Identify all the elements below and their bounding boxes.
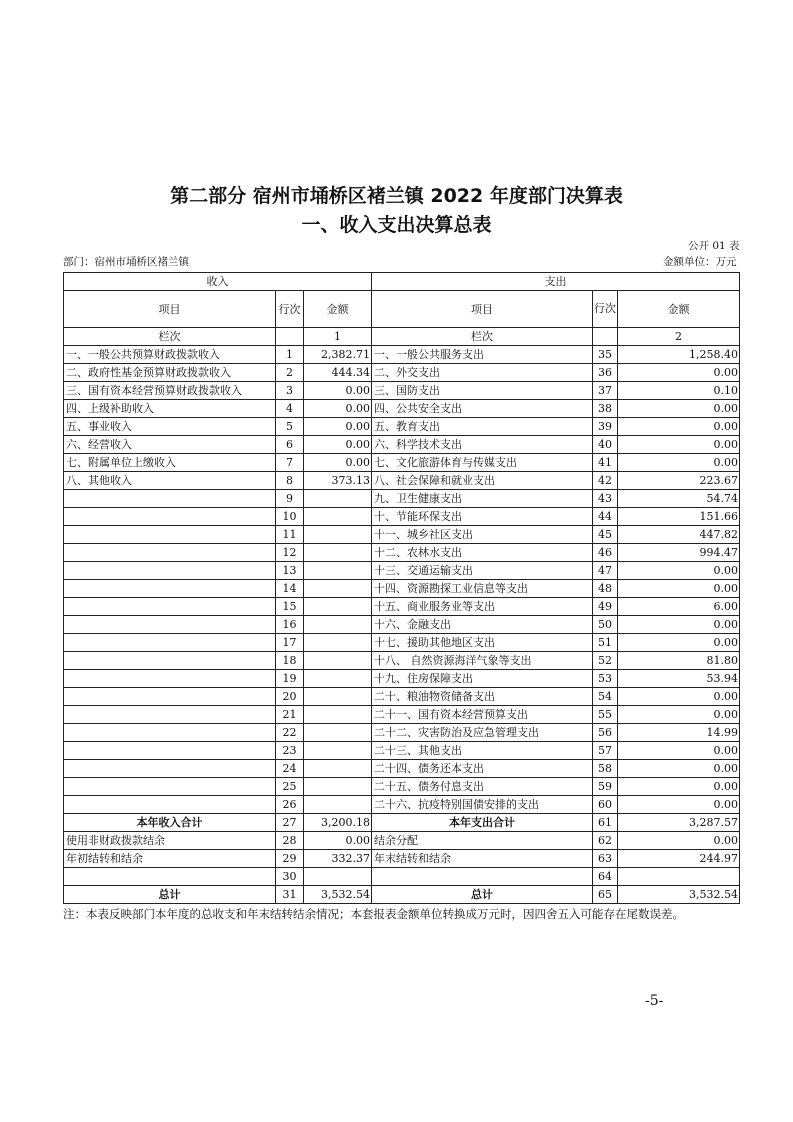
income-item-cell	[64, 580, 276, 598]
income-amount-cell	[304, 688, 372, 706]
table-row	[64, 616, 740, 634]
column-index-row	[64, 328, 740, 346]
table-row	[64, 472, 740, 490]
income-line-cell: 11	[276, 526, 304, 544]
table-row	[64, 400, 740, 418]
expense-item-cell: 十九、住房保障支出	[372, 670, 593, 688]
expense-item-cell: 总计	[372, 886, 593, 904]
expense-line-cell: 43	[593, 490, 618, 508]
expense-amount-cell: 0.00	[618, 760, 740, 778]
expense-amount-cell: 0.00	[618, 778, 740, 796]
form-code: 公开 01 表	[688, 240, 740, 252]
income-item-cell	[64, 796, 276, 814]
expense-item-cell: 二十三、其他支出	[372, 742, 593, 760]
table-row	[64, 670, 740, 688]
expense-line-cell: 60	[593, 796, 618, 814]
income-item-cell	[64, 670, 276, 688]
table-row	[64, 724, 740, 742]
income-line-cell: 14	[276, 580, 304, 598]
expense-line-cell: 42	[593, 472, 618, 490]
expense-amount-cell: 0.00	[618, 634, 740, 652]
table-row	[64, 778, 740, 796]
expense-line-cell: 53	[593, 670, 618, 688]
expense-amount-cell: 0.00	[618, 742, 740, 760]
income-amount-cell	[304, 616, 372, 634]
expense-line-cell: 49	[593, 598, 618, 616]
income-line-cell: 31	[276, 886, 304, 904]
table-row	[64, 832, 740, 850]
income-item-cell: 五、事业收入	[64, 418, 276, 436]
expense-line-cell: 56	[593, 724, 618, 742]
income-line-cell: 30	[276, 868, 304, 886]
expense-line-cell: 55	[593, 706, 618, 724]
expense-item-cell: 十四、资源勘探工业信息等支出	[372, 580, 593, 598]
table-row	[64, 742, 740, 760]
income-amount-cell	[304, 580, 372, 598]
income-line-cell: 28	[276, 832, 304, 850]
expense-line-cell: 36	[593, 364, 618, 382]
expense-amount-cell: 0.00	[618, 706, 740, 724]
income-amount-cell	[304, 526, 372, 544]
expense-amount-cell: 0.00	[618, 562, 740, 580]
expense-item-cell: 五、教育支出	[372, 418, 593, 436]
expense-line-cell: 62	[593, 832, 618, 850]
income-item-cell: 一、一般公共预算财政拨款收入	[64, 346, 276, 364]
expense-amount-cell: 244.97	[618, 850, 740, 868]
table-row	[64, 850, 740, 868]
expense-item-cell: 十一、城乡社区支出	[372, 526, 593, 544]
income-amount-cell	[304, 742, 372, 760]
table-row	[64, 652, 740, 670]
table-row	[64, 490, 740, 508]
expense-line-cell: 40	[593, 436, 618, 454]
expense-item-cell: 四、公共安全支出	[372, 400, 593, 418]
unit-label: 金额单位：万元	[663, 256, 737, 268]
income-line-cell: 16	[276, 616, 304, 634]
expense-amount-cell: 81.80	[618, 652, 740, 670]
income-line-cell: 10	[276, 508, 304, 526]
expense-amount-cell: 0.00	[618, 400, 740, 418]
income-line-cell: 25	[276, 778, 304, 796]
expense-line-cell: 58	[593, 760, 618, 778]
income-line-cell: 20	[276, 688, 304, 706]
table-row	[64, 508, 740, 526]
income-amount-cell	[304, 508, 372, 526]
document-title: 第二部分 宿州市埇桥区褚兰镇 2022 年度部门决算表	[170, 185, 623, 207]
income-amount-cell: 444.34	[304, 364, 372, 382]
income-item-cell: 使用非财政拨款结余	[64, 832, 276, 850]
income-line-cell: 13	[276, 562, 304, 580]
income-amount-cell: 0.00	[304, 418, 372, 436]
expense-line-cell: 37	[593, 382, 618, 400]
expense-line-cell: 63	[593, 850, 618, 868]
expense-item-cell: 二十四、债务还本支出	[372, 760, 593, 778]
table-row	[64, 814, 740, 832]
expense-item-cell: 七、文化旅游体育与传媒支出	[372, 454, 593, 472]
expense-line-cell: 45	[593, 526, 618, 544]
income-item-cell	[64, 616, 276, 634]
income-amount-cell	[304, 778, 372, 796]
table-row	[64, 454, 740, 472]
expense-column-label: 栏次	[372, 328, 593, 346]
income-item-cell	[64, 544, 276, 562]
income-line-cell: 1	[276, 346, 304, 364]
expense-amount-cell: 447.82	[618, 526, 740, 544]
expense-item-cell: 二十一、国有资本经营预算支出	[372, 706, 593, 724]
income-amount-cell	[304, 490, 372, 508]
empty-cell	[276, 328, 304, 346]
income-item-cell: 四、上级补助收入	[64, 400, 276, 418]
expense-item-cell: 十、节能环保支出	[372, 508, 593, 526]
income-amount-cell	[304, 544, 372, 562]
income-item-cell	[64, 706, 276, 724]
income-item-cell	[64, 526, 276, 544]
expense-amount-cell: 54.74	[618, 490, 740, 508]
page-number: -5-	[645, 993, 664, 1009]
expense-item-cell: 六、科学技术支出	[372, 436, 593, 454]
income-item-cell: 三、国有资本经营预算财政拨款收入	[64, 382, 276, 400]
income-item-cell	[64, 868, 276, 886]
income-amount-header: 金额	[304, 291, 372, 328]
income-amount-cell: 0.00	[304, 454, 372, 472]
expense-amount-cell: 1,258.40	[618, 346, 740, 364]
table-row	[64, 562, 740, 580]
income-line-cell: 23	[276, 742, 304, 760]
income-item-cell	[64, 508, 276, 526]
expense-amount-cell: 223.67	[618, 472, 740, 490]
income-amount-cell	[304, 868, 372, 886]
expense-item-cell: 九、卫生健康支出	[372, 490, 593, 508]
income-line-cell: 8	[276, 472, 304, 490]
expense-amount-cell: 151.66	[618, 508, 740, 526]
expense-amount-cell: 994.47	[618, 544, 740, 562]
income-line-cell: 4	[276, 400, 304, 418]
income-column-label: 栏次	[64, 328, 276, 346]
income-expense-table	[63, 272, 740, 904]
table-row	[64, 364, 740, 382]
expense-amount-cell: 0.00	[618, 364, 740, 382]
income-item-cell	[64, 742, 276, 760]
expense-line-cell: 46	[593, 544, 618, 562]
income-amount-cell	[304, 562, 372, 580]
income-item-cell	[64, 652, 276, 670]
income-item-cell: 总计	[64, 886, 276, 904]
income-item-cell: 七、附属单位上缴收入	[64, 454, 276, 472]
expense-item-cell: 十七、援助其他地区支出	[372, 634, 593, 652]
income-line-cell: 7	[276, 454, 304, 472]
income-amount-cell	[304, 724, 372, 742]
income-amount-cell: 0.00	[304, 436, 372, 454]
expense-item-cell: 十二、农林水支出	[372, 544, 593, 562]
income-line-cell: 26	[276, 796, 304, 814]
expense-item-cell: 十三、交通运输支出	[372, 562, 593, 580]
income-line-cell: 15	[276, 598, 304, 616]
table-row	[64, 544, 740, 562]
income-amount-cell	[304, 670, 372, 688]
income-column-index: 1	[304, 328, 372, 346]
expense-item-cell: 二十、粮油物资储备支出	[372, 688, 593, 706]
expense-item-cell: 二十二、灾害防治及应急管理支出	[372, 724, 593, 742]
income-line-cell: 24	[276, 760, 304, 778]
income-line-cell: 9	[276, 490, 304, 508]
expense-item-cell: 本年支出合计	[372, 814, 593, 832]
income-item-cell	[64, 562, 276, 580]
table-row	[64, 346, 740, 364]
income-line-cell: 21	[276, 706, 304, 724]
income-line-cell: 18	[276, 652, 304, 670]
table-row	[64, 418, 740, 436]
empty-cell	[593, 328, 618, 346]
income-line-cell: 27	[276, 814, 304, 832]
income-item-cell: 年初结转和结余	[64, 850, 276, 868]
income-amount-cell: 0.00	[304, 400, 372, 418]
expense-amount-cell: 0.00	[618, 436, 740, 454]
expense-line-cell: 52	[593, 652, 618, 670]
expense-item-cell: 二十六、抗疫特别国债安排的支出	[372, 796, 593, 814]
expense-item-header: 项目	[372, 291, 593, 328]
expense-line-cell: 48	[593, 580, 618, 598]
income-line-cell: 19	[276, 670, 304, 688]
expense-item-cell: 结余分配	[372, 832, 593, 850]
expense-item-cell: 三、国防支出	[372, 382, 593, 400]
income-amount-cell: 3,532.54	[304, 886, 372, 904]
income-amount-cell: 0.00	[304, 382, 372, 400]
expense-item-cell: 年末结转和结余	[372, 850, 593, 868]
expense-amount-cell: 3,287.57	[618, 814, 740, 832]
table-row	[64, 796, 740, 814]
table-row	[64, 580, 740, 598]
income-line-cell: 22	[276, 724, 304, 742]
expense-amount-cell: 3,532.54	[618, 886, 740, 904]
expense-header: 支出	[372, 273, 740, 291]
expense-amount-cell: 0.00	[618, 688, 740, 706]
expense-amount-cell: 0.00	[618, 418, 740, 436]
income-item-cell	[64, 688, 276, 706]
expense-amount-cell: 14.99	[618, 724, 740, 742]
expense-column-index: 2	[618, 328, 740, 346]
expense-line-cell: 59	[593, 778, 618, 796]
income-line-cell: 2	[276, 364, 304, 382]
income-amount-cell	[304, 598, 372, 616]
expense-amount-cell	[618, 868, 740, 886]
expense-item-cell: 二、外交支出	[372, 364, 593, 382]
expense-line-cell: 39	[593, 418, 618, 436]
income-amount-cell: 332.37	[304, 850, 372, 868]
income-item-cell	[64, 778, 276, 796]
expense-item-cell: 十八、 自然资源海洋气象等支出	[372, 652, 593, 670]
income-item-cell: 八、其他收入	[64, 472, 276, 490]
expense-amount-cell: 0.00	[618, 796, 740, 814]
expense-line-cell: 64	[593, 868, 618, 886]
table-title: 一、收入支出决算总表	[301, 214, 492, 236]
table-row	[64, 688, 740, 706]
income-item-cell: 六、经营收入	[64, 436, 276, 454]
income-item-cell	[64, 724, 276, 742]
expense-amount-cell: 0.10	[618, 382, 740, 400]
income-header: 收入	[64, 273, 372, 291]
table-row	[64, 598, 740, 616]
expense-line-cell: 61	[593, 814, 618, 832]
income-item-cell	[64, 598, 276, 616]
section-header-row	[64, 273, 740, 291]
income-amount-cell: 3,200.18	[304, 814, 372, 832]
expense-line-cell: 41	[593, 454, 618, 472]
income-line-cell: 5	[276, 418, 304, 436]
income-item-cell: 二、政府性基金预算财政拨款收入	[64, 364, 276, 382]
table-row	[64, 868, 740, 886]
expense-line-cell: 65	[593, 886, 618, 904]
income-item-cell	[64, 490, 276, 508]
income-line-header: 行次	[276, 291, 304, 328]
income-line-cell: 6	[276, 436, 304, 454]
expense-line-cell: 57	[593, 742, 618, 760]
expense-amount-header: 金额	[618, 291, 740, 328]
expense-item-cell: 二十五、债务付息支出	[372, 778, 593, 796]
expense-amount-cell: 0.00	[618, 832, 740, 850]
expense-amount-cell: 0.00	[618, 580, 740, 598]
income-amount-cell: 373.13	[304, 472, 372, 490]
expense-item-cell: 八、社会保障和就业支出	[372, 472, 593, 490]
expense-line-cell: 35	[593, 346, 618, 364]
expense-amount-cell: 6.00	[618, 598, 740, 616]
table-row	[64, 436, 740, 454]
table-row	[64, 634, 740, 652]
income-amount-cell	[304, 796, 372, 814]
income-line-cell: 12	[276, 544, 304, 562]
income-line-cell: 29	[276, 850, 304, 868]
income-amount-cell: 2,382.71	[304, 346, 372, 364]
expense-line-cell: 54	[593, 688, 618, 706]
income-amount-cell	[304, 760, 372, 778]
income-item-header: 项目	[64, 291, 276, 328]
expense-amount-cell: 53.94	[618, 670, 740, 688]
department-label: 部门：宿州市埇桥区褚兰镇	[63, 256, 189, 268]
income-amount-cell	[304, 652, 372, 670]
table-row	[64, 526, 740, 544]
expense-amount-cell: 0.00	[618, 616, 740, 634]
income-line-cell: 3	[276, 382, 304, 400]
table-row	[64, 760, 740, 778]
column-header-row	[64, 291, 740, 328]
expense-line-header: 行次	[593, 291, 618, 328]
income-line-cell: 17	[276, 634, 304, 652]
expense-item-cell	[372, 868, 593, 886]
income-amount-cell	[304, 634, 372, 652]
table-row	[64, 886, 740, 904]
income-item-cell	[64, 634, 276, 652]
expense-item-cell: 十五、商业服务业等支出	[372, 598, 593, 616]
footnote: 注：本表反映部门本年度的总收支和年末结转结余情况；本套报表金额单位转换成万元时，因四舍五入可能存在尾数误差。	[63, 907, 684, 921]
income-item-cell: 本年收入合计	[64, 814, 276, 832]
table-row	[64, 382, 740, 400]
income-amount-cell: 0.00	[304, 832, 372, 850]
expense-line-cell: 38	[593, 400, 618, 418]
expense-line-cell: 51	[593, 634, 618, 652]
income-amount-cell	[304, 706, 372, 724]
expense-line-cell: 44	[593, 508, 618, 526]
expense-item-cell: 一、一般公共服务支出	[372, 346, 593, 364]
expense-amount-cell: 0.00	[618, 454, 740, 472]
income-item-cell	[64, 760, 276, 778]
expense-item-cell: 十六、金融支出	[372, 616, 593, 634]
table-row	[64, 706, 740, 724]
expense-line-cell: 50	[593, 616, 618, 634]
expense-line-cell: 47	[593, 562, 618, 580]
